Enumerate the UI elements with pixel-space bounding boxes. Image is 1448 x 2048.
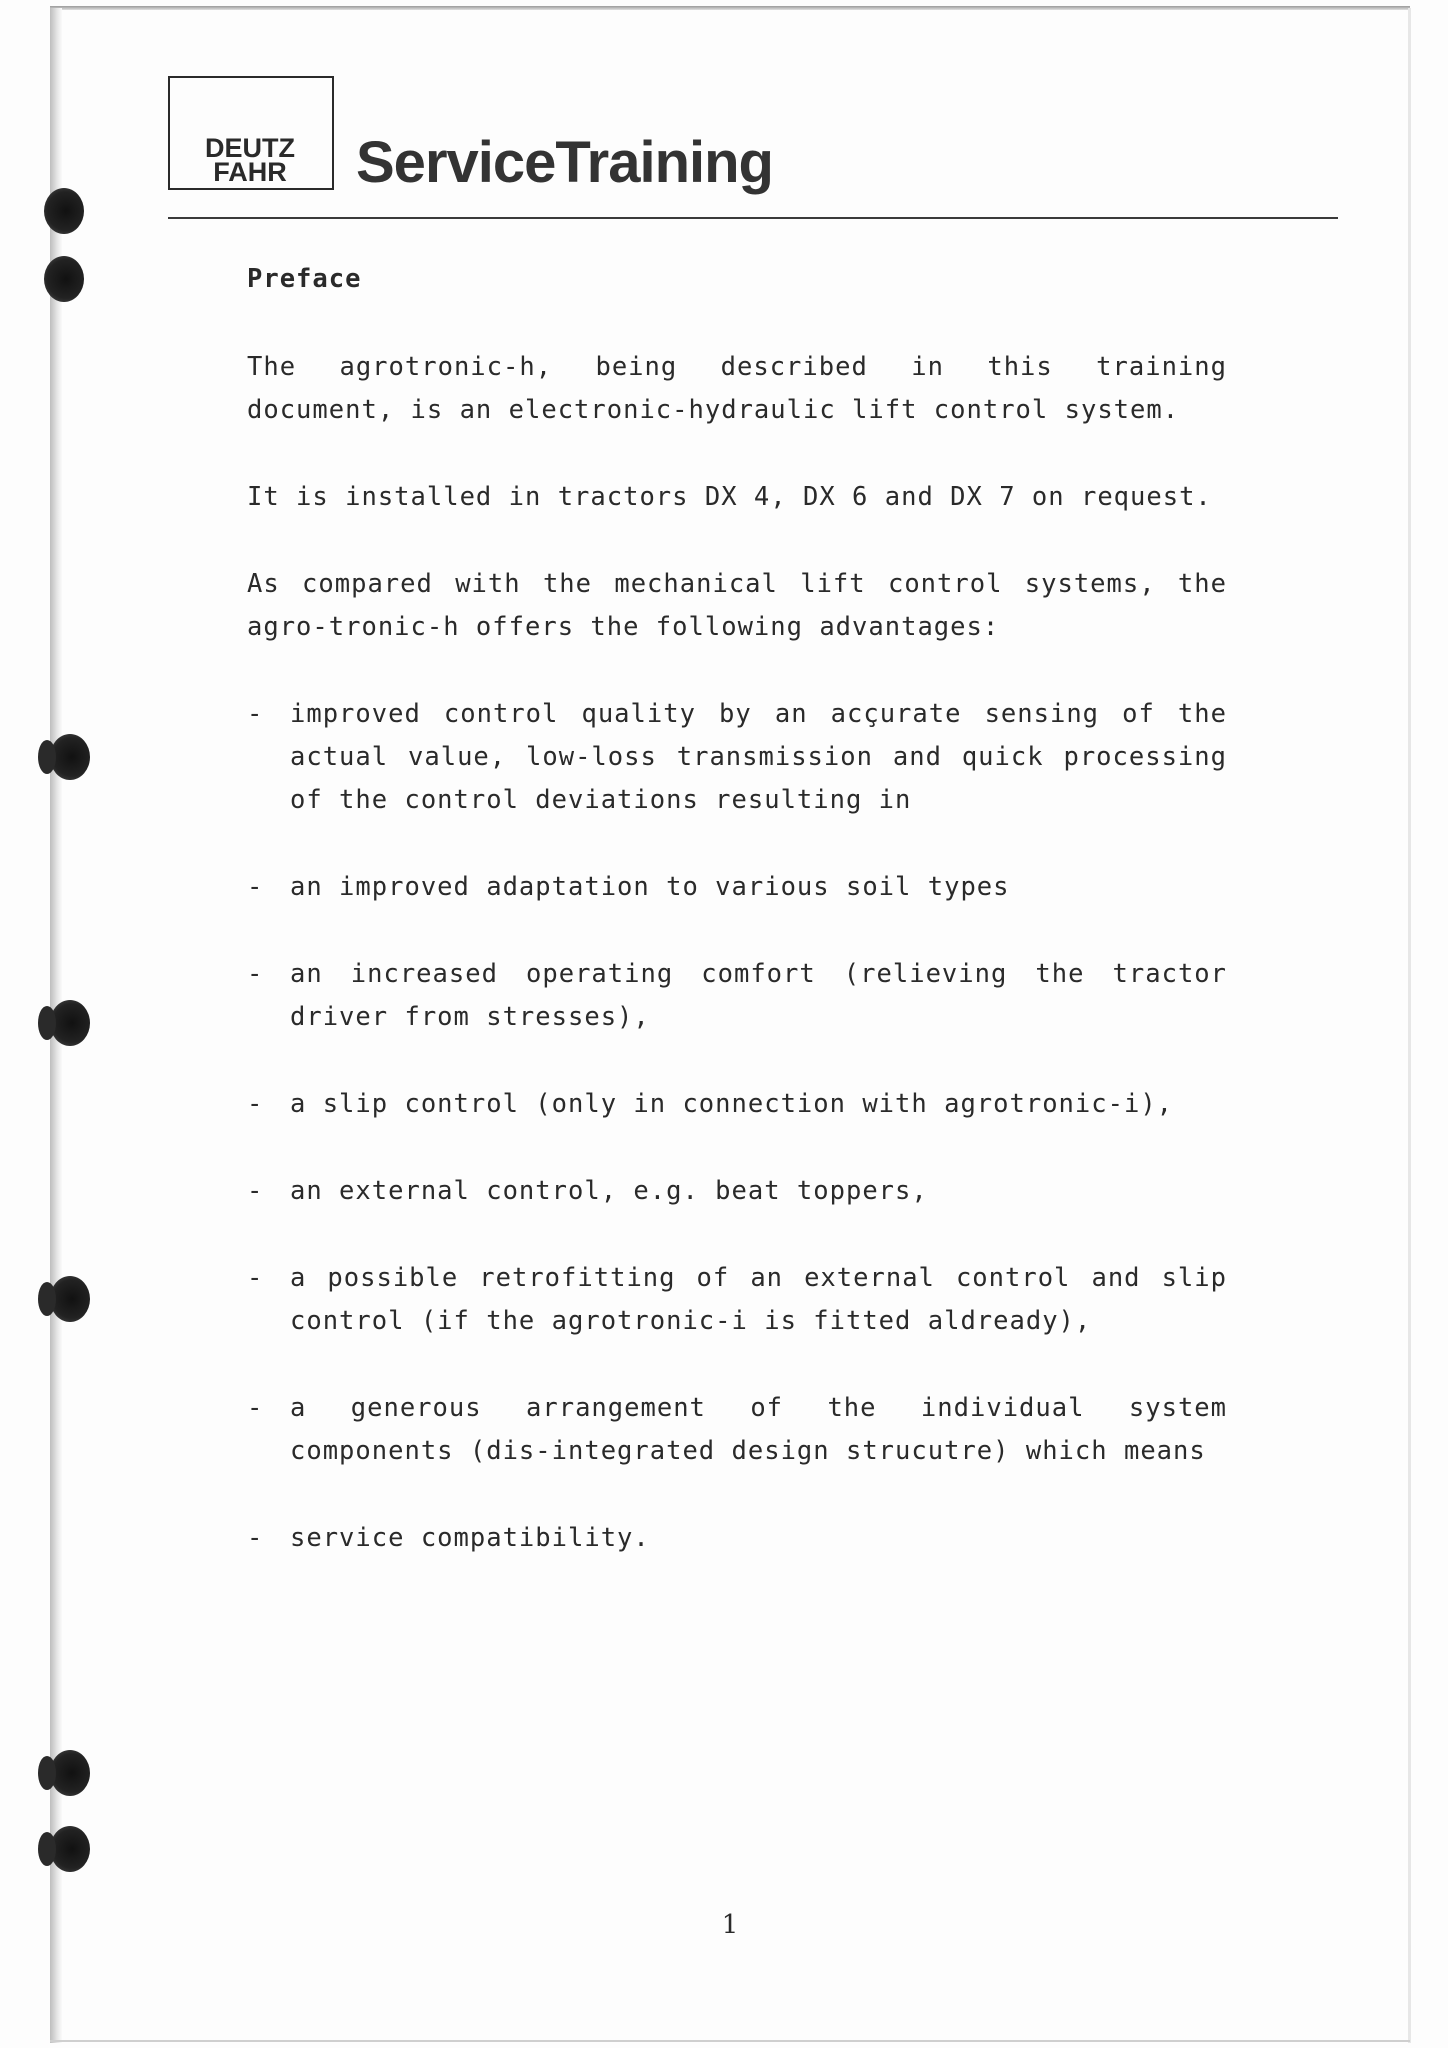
list-item-text: an increased operating comfort (relieving the tractor driver from stresses),: [290, 959, 1227, 1032]
list-dash: -: [247, 959, 264, 989]
list-dash: -: [247, 1089, 264, 1119]
punch-hole: [44, 188, 84, 234]
list-dash: -: [247, 1523, 264, 1553]
list-item-text: a generous arrangement of the individual system components (dis-integrated design strucutre) which means: [290, 1393, 1227, 1466]
list-dash: -: [247, 1393, 264, 1423]
list-item-text: a slip control (only in connection with agrotronic-i),: [290, 1089, 1174, 1119]
list-item-text: an improved adaptation to various soil types: [290, 872, 1010, 902]
scan-edge-bottom: [50, 2040, 1410, 2042]
header-title: ServiceTraining: [356, 130, 773, 195]
paragraph: It is installed in tractors DX 4, DX 6 and DX 7 on request.: [247, 482, 1212, 512]
list-item: [247, 866, 1227, 909]
list-item-text: service compatibility.: [290, 1523, 650, 1553]
deutz-fahr-logo: [168, 76, 334, 190]
list-dash: -: [247, 1176, 264, 1206]
list-item: [247, 1387, 1227, 1473]
list-item-text: improved control quality by an acçurate sensing of the actual value, low-loss transmission and quick processing of the control deviations resulting in: [290, 699, 1227, 815]
scan-edge-top: [50, 6, 1410, 10]
section-heading: Preface: [247, 264, 362, 294]
scan-edge-right: [1408, 8, 1411, 2043]
logo-line-deutz: DEUTZ: [205, 133, 295, 163]
list-item-text: a possible retrofitting of an external control and slip control (if the agrotronic-i is fitted aldready),: [290, 1263, 1227, 1336]
paragraph: As compared with the mechanical lift control systems, the agro-tronic-h offers the following advantages:: [247, 569, 1227, 642]
list-item: [247, 1517, 1227, 1560]
header-divider: [168, 217, 1338, 219]
punch-hole: [50, 1000, 90, 1046]
list-item: [247, 953, 1227, 1039]
paragraph: The agrotronic-h, being described in this training document, is an electronic-hydraulic lift control system.: [247, 352, 1227, 425]
punch-hole: [44, 256, 84, 302]
list-item: [247, 1170, 1227, 1213]
list-item: [247, 1257, 1227, 1343]
punch-hole: [50, 1750, 90, 1796]
list-dash: -: [247, 1263, 264, 1293]
logo-line-fahr: FAHR: [213, 157, 287, 187]
list-item: [247, 693, 1227, 822]
advantages-list: [247, 693, 1227, 1560]
list-item: [247, 1083, 1227, 1126]
page-number: 1: [721, 1910, 739, 1940]
list-dash: -: [247, 699, 264, 729]
list-dash: -: [247, 872, 264, 902]
punch-hole: [50, 734, 90, 780]
list-item-text: an external control, e.g. beat toppers,: [290, 1176, 928, 1206]
logo-wordmark: [180, 133, 320, 187]
punch-hole: [50, 1826, 90, 1872]
punch-hole: [50, 1276, 90, 1322]
document-body: [247, 258, 1227, 1604]
